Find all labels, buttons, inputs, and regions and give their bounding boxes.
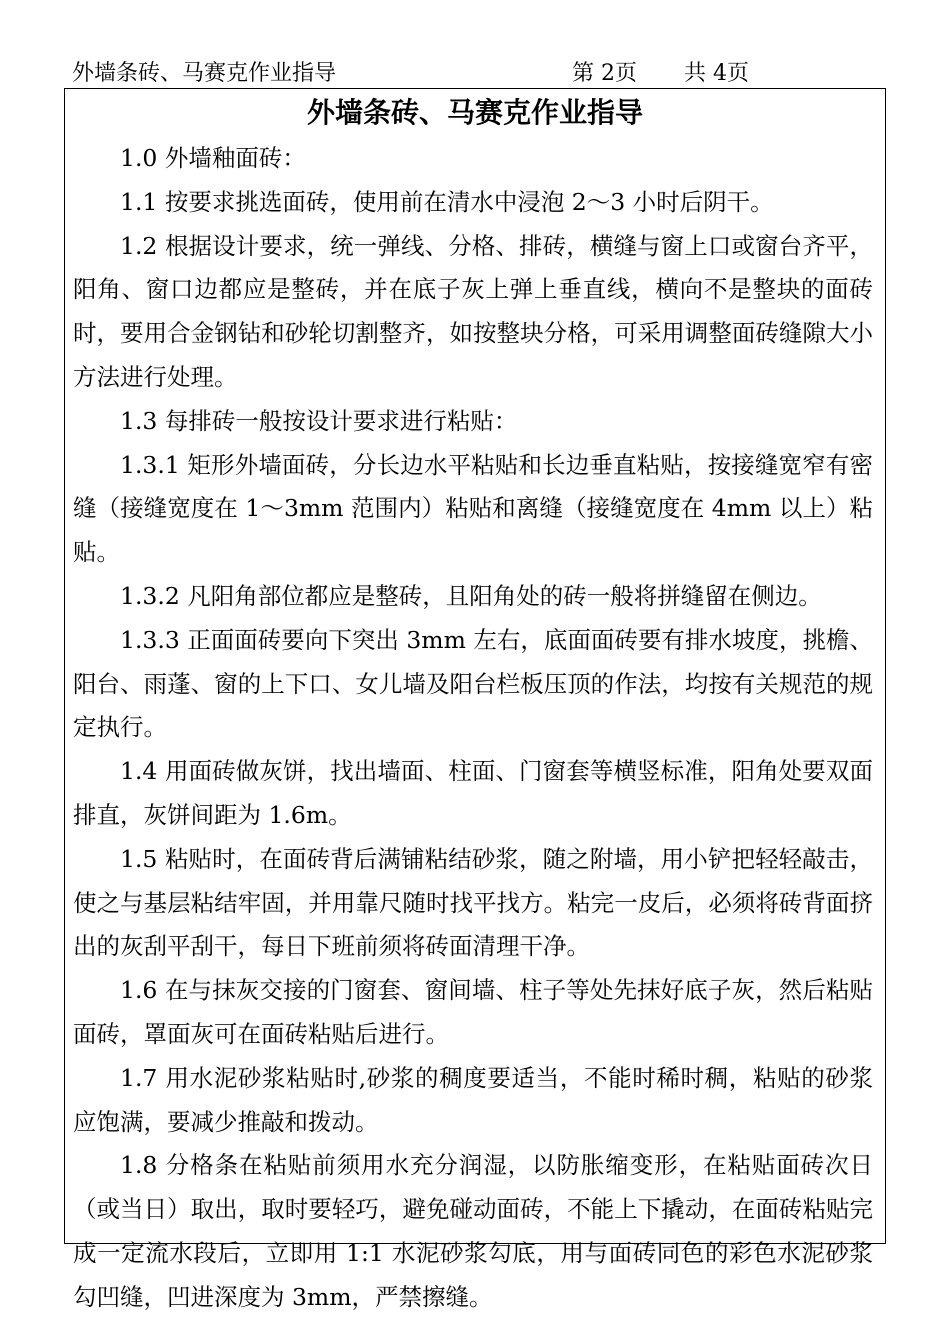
paragraph-1-3-3: 1.3.3 正面面砖要向下突出 3mm 左右，底面面砖要有排水坡度，挑檐、阳台、雨蓬、窗的上下口、女儿墙及阳台栏板压顶的作法，均按有关规范的规定执行。	[73, 625, 873, 742]
paragraph-1-5: 1.5 粘贴时，在面砖背后满铺粘结砂浆，随之附墙，用小铲把轻轻敲击，使之与基层粘结牢固，并用靠尺随时找平找方。粘完一皮后，必须将砖背面挤出的灰刮平刮干，每日下班前须将砖面清理干净。	[73, 844, 873, 961]
paragraph-1-4: 1.4 用面砖做灰饼，找出墙面、柱面、门窗套等横竖标准，阳角处要双面排直，灰饼间距为 1.6m。	[73, 757, 873, 829]
document-body	[73, 137, 873, 1320]
paragraph-1-0: 1.0 外墙釉面砖：	[120, 144, 306, 172]
header-page-number: 第 2页	[572, 61, 637, 86]
paragraph-1-6: 1.6 在与抹灰交接的门窗套、窗间墙、柱子等处先抹好底子灰，然后粘贴面砖，罩面灰可在面砖粘贴后进行。	[73, 976, 873, 1048]
paragraph-1-7: 1.7 用水泥砂浆粘贴时,砂浆的稠度要适当，不能时稀时稠，粘贴的砂浆应饱满，要减少推敲和拨动。	[73, 1063, 873, 1136]
paragraph-1-1: 1.1 按要求挑选面砖，使用前在清水中浸泡 2～3 小时后阴干。	[120, 187, 774, 216]
paragraph-1-3-1: 1.3.1 矩形外墙面砖，分长边水平粘贴和长边垂直粘贴，按接缝宽窄有密缝（接缝宽度在 1～3mm 范围内）粘贴和离缝（接缝宽度在 4mm 以上）粘贴。	[73, 450, 873, 567]
content-frame	[64, 88, 886, 1311]
paragraph-1-3-2: 1.3.2 凡阳角部位都应是整砖，且阳角处的砖一般将拼缝留在侧边。	[120, 581, 822, 610]
header-page-total: 共 4页	[684, 61, 749, 86]
page-header	[72, 58, 892, 90]
paragraph-1-3: 1.3 每排砖一般按设计要求进行粘贴：	[120, 406, 518, 435]
document-title: 外墙条砖、马赛克作业指导	[306, 96, 643, 129]
paragraph-1-2: 1.2 根据设计要求，统一弹线、分格、排砖，横缝与窗上口或窗台齐平，阳角、窗口边都应是整砖，并在底子灰上弹上垂直线，横向不是整块的面砖时，要用合金钢钻和砂轮切割整齐，如按整块分格，可采用调整面砖缝隙大小方法进行处理。	[73, 231, 873, 391]
paragraph-1-8: 1.8 分格条在粘贴前须用水充分润湿，以防胀缩变形，在粘贴面砖次日（或当日）取出，取时要轻巧，避免碰动面砖，不能上下撬动，在面砖粘贴完成一定流水段后，立即用 1:1 水泥砂浆勾底，用与面砖同色的彩色水泥砂浆勾凹缝，凹进深度为 3mm，严禁擦缝。	[73, 1151, 873, 1311]
header-document-name: 外墙条砖、马赛克作业指导	[72, 61, 337, 86]
